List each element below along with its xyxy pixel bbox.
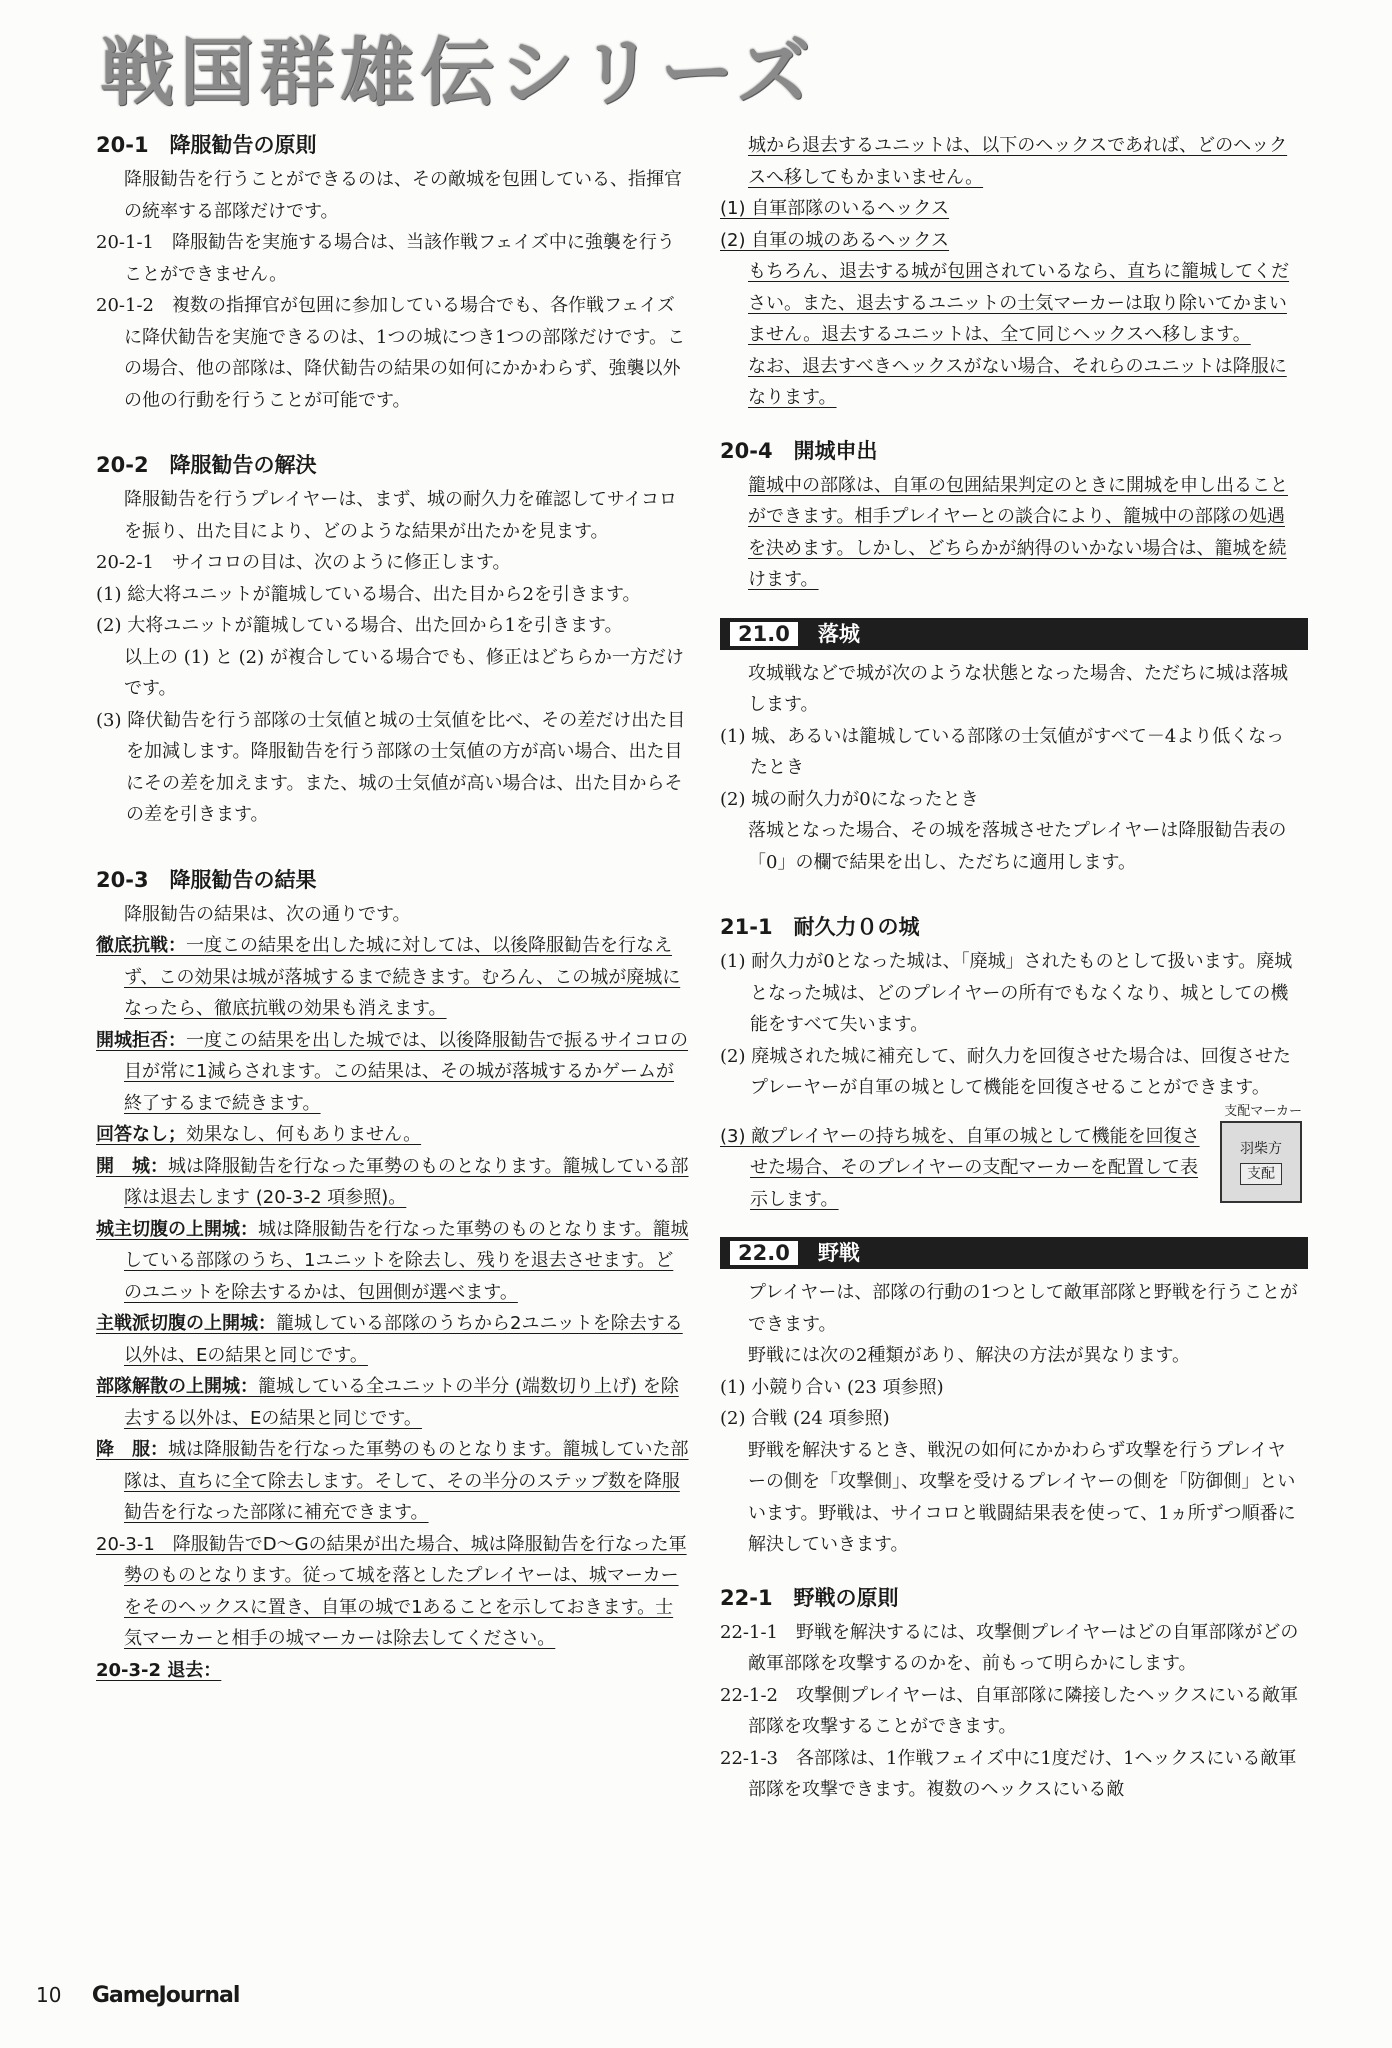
result-item [96, 1434, 690, 1529]
rule: 20-1-1 降服勧告を実施する場合は、当該作戦フェイズ中に強襲を行うことができません。 [96, 232, 675, 285]
list-item: (2) 合戦 (24 項参照) [720, 1408, 890, 1429]
heading-22-1: 22-1 野戦の原則 [720, 1585, 899, 1610]
list-item: (1) 自軍部隊のいるヘックス [720, 198, 950, 219]
section-title: 野戦 [817, 1241, 860, 1265]
result-term: 開城拒否： [96, 1029, 186, 1051]
list-item: (3) 降伏勧告を行う部隊の士気値と城の士気値を比べ、その差だけ出た目を加減します。降服勧告を行う部隊の士気値の方が高い場合、出た目にその差を加えます。また、城の士気値が高い場合は、出た目からその差を引きます。 [96, 709, 686, 825]
heading-20-1: 20-1 降服勧告の原則 [96, 133, 317, 157]
result-text: 籠城している部隊のうちから2ユニットを除去する以外は、Eの結果と同じです。 [124, 1313, 683, 1366]
heading-21-1: 21-1 耐久力０の城 [720, 915, 920, 939]
result-term: 降 服： [96, 1439, 168, 1460]
section-bar-22 [720, 1237, 1308, 1269]
rule: 22-1-3 各部隊は、1作戦フェイズ中に1度だけ、1ヘックスにいる敵軍部隊を攻撃できます。複数のヘックスにいる敵 [720, 1747, 1297, 1800]
para: 攻城戦などで城が次のような状態となった場舎、ただちに城は落城します。 [748, 662, 1288, 715]
section-bar-21 [720, 618, 1308, 650]
page-title: 戦国群雄伝シリーズ [100, 30, 817, 116]
result-text: 城は降服勧告を行なった軍勢のものとなります。籠城している部隊は退去します (20-3-2 項参照)。 [124, 1155, 689, 1208]
list-item: (2) 自軍の城のあるヘックス [720, 229, 950, 251]
para: 野戦を解決するとき、戦況の如何にかかわらず攻撃を行うプレイヤーの側を「攻撃側」、攻撃を受けるプレイヤーの側を「防御側」といいます。野戦は、サイコロと戦闘結果表を使って、1ヵ所ずつ順番に解決していきます。 [748, 1439, 1296, 1555]
result-term: 回答なし； [96, 1124, 186, 1145]
result-term: 主戦派切腹の上開城： [96, 1313, 276, 1334]
result-item [96, 1308, 690, 1371]
result-text: 籠城している全ユニットの半分 (端数切り上げ) を除去する以外は、Eの結果と同じです。 [124, 1376, 679, 1429]
rule: 22-1-2 攻撃側プレイヤーは、自軍部隊に隣接したヘックスにいる敵軍部隊を攻撃することができます。 [720, 1684, 1299, 1737]
para: もちろん、退去する城が包囲されているなら、直ちに籠城してください。また、退去するユニットの士気マーカーは取り除いてかまいません。退去するユニットは、全て同じヘックスへ移します。 [748, 261, 1290, 345]
heading-20-4: 20-4 開城申出 [720, 438, 878, 463]
rule-heading: 20-3-2 退去： [96, 1659, 222, 1681]
rule: 20-2-1 サイコロの目は、次のように修正します。 [96, 552, 511, 573]
result-text: 城は降服勧告を行なった軍勢のものとなります。籠城していた部隊は、直ちに全て除去します。そして、その半分のステップ数を降服勧告を行なった部隊に補充できます。 [124, 1439, 689, 1523]
result-text: 一度この結果を出した城に対しては、以後降服勧告を行なえず、この効果は城が落城するまで続きます。むろん、この城が廃城になったら、徹底抗戦の効果も消えます。 [124, 935, 681, 1019]
result-term: 開 城： [96, 1155, 168, 1177]
result-term: 徹底抗戦： [96, 935, 186, 956]
para: なお、退去すべきヘックスがない場合、それらのユニットは降服になります。 [748, 355, 1287, 408]
rule: 20-3-1 降服勧告でD〜Gの結果が出た場合、城は降服勧告を行なった軍勢のものとなります。従って城を落としたプレイヤーは、城マーカーをそのヘックスに置き、自軍の城で1あることを示しておきます。士気マーカーと相手の城マーカーは除去してください。 [96, 1533, 687, 1649]
result-term: 部隊解散の上開城： [96, 1376, 258, 1397]
para: プレイヤーは、部隊の行動の1つとして敵軍部隊と野戦を行うことができます。 [748, 1282, 1298, 1335]
marker-top-text: 羽柴方 [1240, 1140, 1282, 1157]
result-text: 城は降服勧告を行なった軍勢のものとなります。籠城している部隊のうち、1ユニットを除去し、残りを退去させます。どのユニットを除去するかは、包囲側が選べます。 [124, 1218, 689, 1303]
para: 降服勧告の結果は、次の通りです。 [124, 903, 411, 925]
page-footer [36, 1983, 239, 2008]
section-number: 21.0 [728, 620, 800, 648]
list-item: (1) 総大将ユニットが籠城している場合、出た目から2を引きます。 [96, 583, 641, 605]
result-item [96, 1371, 690, 1434]
list-item: (1) 城、あるいは籠城している部隊の士気値がすべて－4より低くなったとき [720, 725, 1285, 778]
list-item: (2) 城の耐久力が0になったとき [720, 788, 979, 810]
list-item: (2) 廃城された城に補充して、耐久力を回復させた場合は、回復させたプレーヤーが自軍の城として機能を回復させることができます。 [720, 1045, 1291, 1098]
result-item [96, 1119, 690, 1151]
rule: 20-1-2 複数の指揮官が包囲に参加している場合でも、各作戦フェイズに降伏勧告を実施できるのは、1つの城につき1つの部隊だけです。この場合、他の部隊は、降伏勧告の結果の如何にかかわらず、強襲以外の他の行動を行うことが可能です。 [96, 295, 686, 411]
heading-20-3: 20-3 降服勧告の結果 [96, 867, 317, 892]
list-item: (1) 耐久力が0となった城は、「廃城」されたものとして扱います。廃城となった城は、どのプレイヤーの所有でもなくなり、城としての機能をすべて失います。 [720, 951, 1293, 1035]
result-term: 城主切腹の上開城： [96, 1218, 258, 1240]
heading-20-2: 20-2 降服勧告の解決 [96, 453, 317, 477]
result-item [96, 1151, 690, 1214]
rule: 22-1-1 野戦を解決するには、攻撃側プレイヤーはどの自軍部隊がどの敵軍部隊を攻撃するのかを、前もって明らかにします。 [720, 1621, 1299, 1674]
para: 以上の (1) と (2) が複合している場合でも、修正はどちらか一方だけです。 [124, 646, 684, 699]
section-number: 22.0 [728, 1239, 800, 1267]
list-item: (1) 小競り合い (23 項参照) [720, 1376, 944, 1398]
section-title: 落城 [817, 621, 860, 646]
left-column [96, 130, 690, 1686]
list-item: (3) 敵プレイヤーの持ち城を、自軍の城として機能を回復させた場合、そのプレイヤーの支配マーカーを配置して表示します。 [720, 1125, 1200, 1210]
result-list [96, 930, 690, 1529]
para: 降服勧告を行うことができるのは、その敵城を包囲している、指揮官の統率する部隊だけです。 [124, 169, 682, 222]
para: 落城となった場合、その城を落城させたプレイヤーは降服勧告表の「0」の欄で結果を出し、ただちに適用します。 [748, 820, 1287, 873]
control-marker-image [1220, 1121, 1302, 1203]
para: 籠城中の部隊は、自軍の包囲結果判定のときに開城を申し出ることができます。相手プレイヤーとの談合により、籠城中の部隊の処遇を決めます。しかし、どちらかが納得のいかない場合は、籠城を続けます。 [748, 474, 1288, 590]
page-number: 10 [36, 1983, 62, 2007]
right-column [720, 130, 1302, 1806]
magazine-logo: GameJournal [91, 1983, 240, 2008]
result-item [96, 930, 690, 1025]
para: 降服勧告を行うプレイヤーは、まず、城の耐久力を確認してサイコロを振り、出た目により、どのような結果が出たかを見ます。 [124, 489, 677, 542]
result-item [96, 1214, 690, 1309]
marker-bottom-text: 支配 [1240, 1163, 1282, 1185]
result-text: 一度この結果を出した城では、以後降服勧告で振るサイコロの目が常に1減らされます。この結果は、その城が落城するかゲームが終了するまで続きます。 [124, 1029, 689, 1114]
para: 城から退去するユニットは、以下のヘックスであれば、どのヘックスへ移してもかまいません。 [748, 135, 1288, 188]
marker-row [720, 1121, 1302, 1216]
para: 野戦には次の2種類があり、解決の方法が異なります。 [748, 1345, 1191, 1366]
result-text: 効果なし、何もありません。 [186, 1124, 422, 1145]
list-item: (2) 大将ユニットが籠城している場合、出た回から1を引きます。 [96, 615, 623, 636]
result-item [96, 1025, 690, 1120]
marker-caption: 支配マーカー [1224, 1103, 1302, 1119]
